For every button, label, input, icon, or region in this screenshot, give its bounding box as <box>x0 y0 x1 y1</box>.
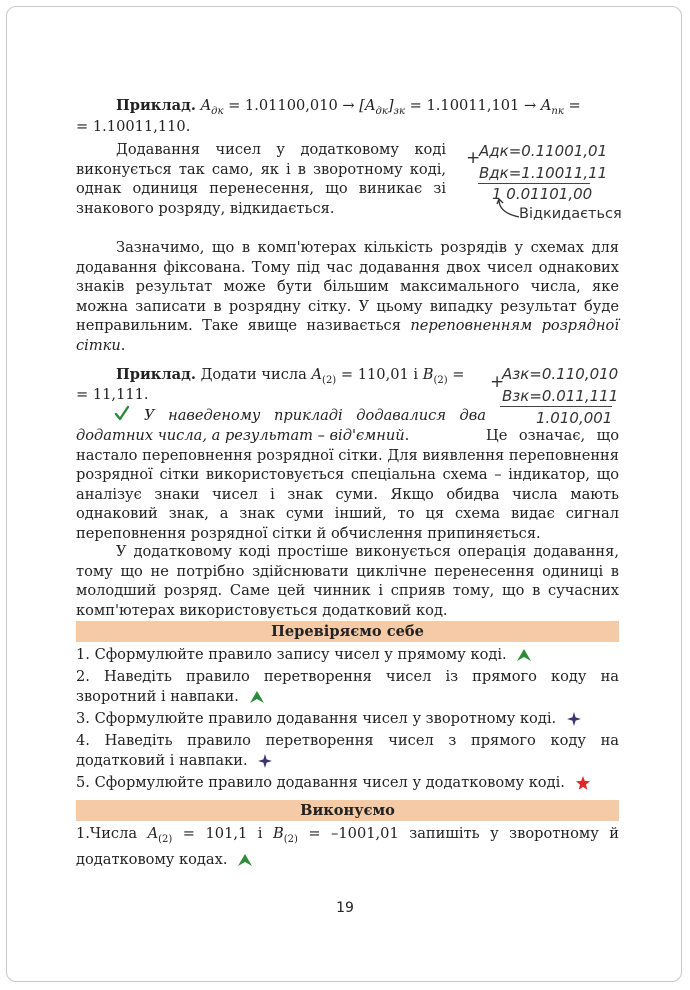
section-do-header: Виконуємо <box>76 800 619 821</box>
calc-1-row2: Bдк=1.10011,11 <box>479 164 608 182</box>
calc-1-plus: + <box>466 148 481 168</box>
calc-2-row1: Aзк=0.110,010 <box>502 365 619 383</box>
section-check-header: Перевіряємо себе <box>76 621 619 642</box>
green-tent-icon <box>238 854 252 866</box>
note-italic: У наведеному прикладі додавалися два додатних числа, а результат – від'ємний. <box>76 407 486 444</box>
check-item-4: 4. Наведіть правило перетворення чисел з прямого коду на додатковий і навпаки. <box>76 732 619 769</box>
para-after-note: Це означає, що настало переповнення розрядної сітки. Для виявлення переповнення розрядної сітки використовується спеціальна схема – індикатор, що аналізує знаки чисел і знак суми. Якщо обидва числа мають однаковий знак, а знак суми інший, то ця схема видає сигнал переповнення розрядної сітки й обчислення припиняється. <box>76 427 619 542</box>
check-item-5: 5. Сформулюйте правило додавання чисел у додатковому коді. <box>76 773 619 793</box>
calc-2-row2: Bзк=0.011,111 <box>502 387 619 405</box>
do-item-1: 1.Числа $A_{(2)} = 101,1$ і $B_{(2)} = -1001,01$ запишіть у зворотному й додатковому кодах. <box>76 825 620 868</box>
check-item-3: 3. Сформулюйте правило додавання чисел у зворотному коді. <box>76 709 619 729</box>
example-2: Приклад. Додати числа $A_{(2)} = 110,01$ і $B_{(2)}$ = <box>116 366 465 386</box>
green-tent-icon <box>250 691 264 703</box>
purple-star-icon <box>258 754 272 768</box>
example-1-continuation: = 1.10011,110. <box>76 118 191 135</box>
example-1: Приклад. $A_{дк} = 1.01100,010 \to [A_{дк}]_{зк} = 1.10011,101 \to A_{пк}$ = <box>116 97 581 117</box>
example-2-continuation: = 11,111. <box>76 386 149 403</box>
calc-1-row1: Aдк=0.11001,01 <box>479 142 608 160</box>
term-overflow: переповненням розрядної сітки <box>76 317 620 354</box>
page-number: 19 <box>336 900 354 916</box>
calc-2-result: 1.010,001 <box>536 409 613 427</box>
check-item-1: 1. Сформулюйте правило запису чисел у прямому коді. <box>76 645 619 665</box>
check-item-2: 2. Наведіть правило перетворення чисел із прямого коду на зворотний і навпаки. <box>76 668 619 705</box>
example-1-label: Приклад <box>116 97 191 114</box>
calc-2-plus: + <box>490 372 505 392</box>
calc-1-result: 1 0.01101,00 <box>492 185 593 203</box>
red-star-icon <box>576 776 590 790</box>
green-tent-icon <box>517 649 531 661</box>
para-overflow: Зазначимо, що в комп'ютерах кількість розрядів у схемах для додавання фіксована. Тому під час додавання двох чисел однакових знаків результат може бути більшим максимального числа, яке можна записати в розрядну сітку. У цьому випадку результат буде неправильним. Таке явище називається переповненням розрядної сітки. <box>76 239 620 354</box>
calc-2-underline <box>500 406 612 407</box>
para-conclusion: У додатковому коді простіше виконується операція додавання, тому що не потрібно здійснювати циклічне перенесення одиниці в молодший розряд. Саме цей чинник і сприяв тому, що в сучасних комп'ютерах використовується додатковий код. <box>76 543 619 619</box>
example-2-label: Приклад <box>116 366 191 383</box>
para-addition: Додавання чисел у додатковому коді виконується так само, як і в зворотному коді, однак одиниця перенесення, що виникає зі знакового розряду, відкидається. <box>76 141 446 217</box>
calc-1-note: Відкидається <box>519 206 622 222</box>
purple-star-icon <box>567 712 581 726</box>
